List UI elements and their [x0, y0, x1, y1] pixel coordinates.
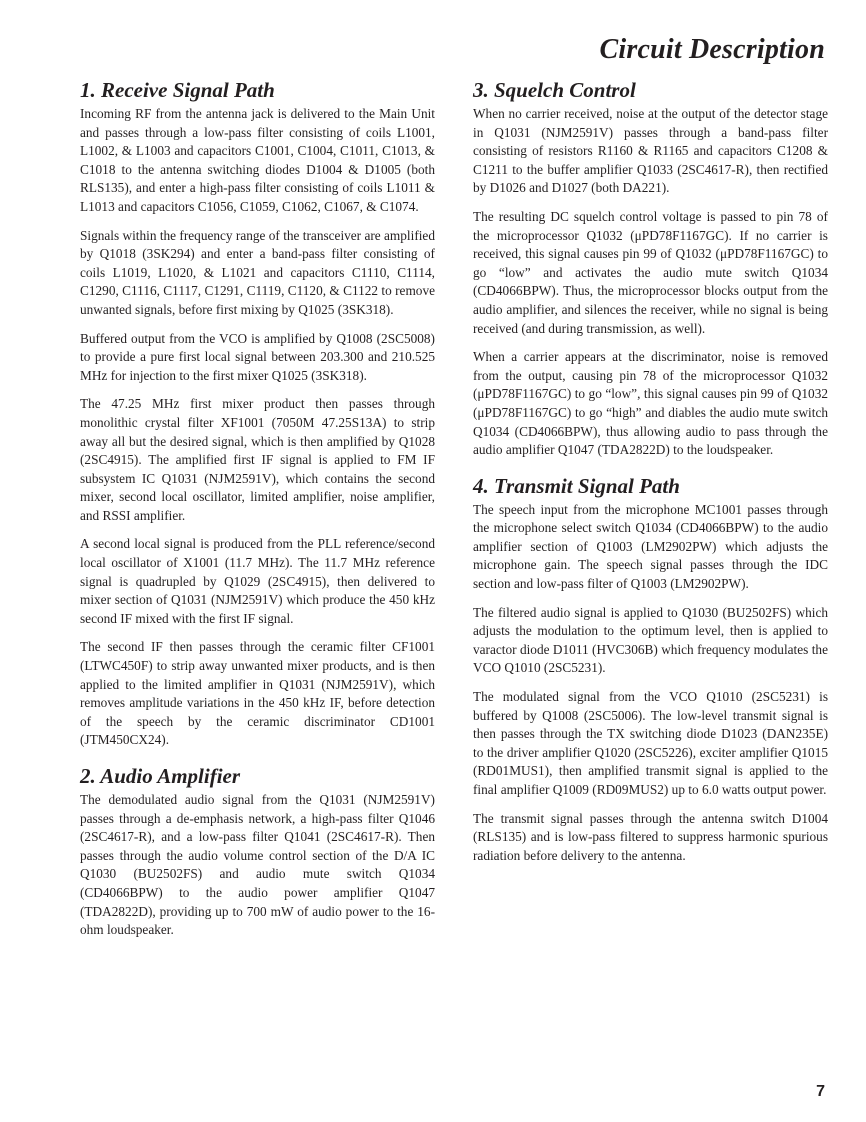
paragraph: The speech input from the microphone MC1001 passes through the microphone select switch Q1034 (CD4066BPW) to the audio amplifier section of Q1003 (LM2902PW) which adjusts the microphone gain. The speech signal passes through the IDC section and low-pass filter of Q1003 (LM2902PW). [473, 501, 828, 592]
paragraph: Incoming RF from the antenna jack is delivered to the Main Unit and passes through a low-pass filter consisting of coils L1001, L1002, & L1003 and capacitors C1001, C1004, C1011, C1013, & C1018 to the antenna switching diodes D1004 & D1005 (both RLS135), and enter a high-pass filter consisting of coils L1011 & L1013 and capacitors C1056, C1059, C1062, C1067, & C1074. [80, 106, 435, 214]
paragraph: The 47.25 MHz first mixer product then passes through monolithic crystal filter XF1001 (7050M 47.25S13A) to strip away all but the desired signal, which is then amplified by Q1028 (2SC4915). The amplified first IF signal is applied to FM IF subsystem IC Q1031 (NJM2591V), which contains the second mixer, second local oscillator, limited amplifier, noise amplifier, and RSSI amplifier. [80, 396, 435, 523]
paragraph: The filtered audio signal is applied to Q1030 (BU2502FS) which adjusts the modulation to the optimum level, then is applied to varactor diode D1011 (HVC306B) which frequency modulates the VCO Q1010 (2SC5231). [473, 604, 828, 676]
section-heading: 1. Receive Signal Path [80, 78, 275, 102]
left-column [80, 78, 435, 954]
section-heading: 4. Transmit Signal Path [473, 473, 680, 498]
paragraph: Buffered output from the VCO is amplified by Q1008 (2SC5008) to provide a pure first local signal between 203.300 and 210.525 MHz for injection to the first mixer Q1025 (3SK318). [80, 330, 435, 383]
paragraph: A second local signal is produced from the PLL reference/second local oscillator of X1001 (11.7 MHz). The 11.7 MHz reference signal is quadrupled by Q1029 (2SC4915), then delivered to mixer section of Q1031 (NJM2591V) which produce the 450 kHz second IF mixed with the first IF signal. [80, 536, 435, 626]
paragraph: The modulated signal from the VCO Q1010 (2SC5231) is buffered by Q1008 (2SC5006). The low-level transmit signal is then passes through the TX switching diode D1023 (DAN235E) to the driver amplifier Q1020 (2SC5226), exciter amplifier Q1015 (RD01MUS1), then amplified transmit signal is applied to the final amplifier Q1009 (RD09MUS2) up to 6.0 watts output power. [473, 689, 828, 797]
paragraph: The demodulated audio signal from the Q1031 (NJM2591V) passes through a de-emphasis network, a high-pass filter Q1046 (2SC4617-R), and a low-pass filter Q1041 (2SC4617-R). Then passes through the audio volume control section of the D/A IC Q1030 (BU2502FS) and audio mute switch Q1034 (CD4066BPW) to the audio power amplifier Q1047 (TDA2822D), providing up to 700 mW of audio power to the 16-ohm loudspeaker. [80, 792, 435, 938]
section-heading: 3. Squelch Control [473, 78, 636, 102]
section-audio-amplifier [80, 764, 435, 940]
right-column [473, 78, 828, 879]
section-squelch-control [473, 78, 828, 460]
section-transmit-signal-path [473, 474, 828, 866]
page-title: Circuit Description [599, 34, 825, 65]
paragraph: The second IF then passes through the ceramic filter CF1001 (LTWC450F) to strip away unwanted mixer products, and is then applied to the limited amplifier in Q1031 (NJM2591V), which removes amplitude variations in the 450 kHz IF, before detection of the speech by the ceramic discriminator CD1001 (JTM450CX24). [80, 639, 435, 748]
section-receive-signal-path [80, 78, 435, 750]
page-number: 7 [816, 1083, 825, 1100]
paragraph: When no carrier received, noise at the output of the detector stage in Q1031 (NJM2591V) passes through a band-pass filter consisting of resistors R1160 & R1165 and capacitors C1208 & C1211 to the buffer amplifier Q1033 (2SC4617-R), then rectified by D1026 and D1027 (both DA221). [473, 106, 828, 196]
paragraph: Signals within the frequency range of the transceiver are amplified by Q1018 (3SK294) and enter a band-pass filter consisting of coils L1019, L1020, & L1021 and capacitors C1110, C1114, C1290, C1116, C1117, C1291, C1119, C1120, & C1122 to remove unwanted signals, before first mixing by Q1025 (3SK318). [80, 227, 435, 317]
section-heading: 2. Audio Amplifier [80, 764, 241, 788]
paragraph: When a carrier appears at the discriminator, noise is removed from the output, causing pin 78 of the microprocessor Q1032 (μPD78F1167GC) to go “low”, this signal causes pin 99 of Q1032 (μPD78F1167GC) to go “high” and diables the audio mute switch Q1034 (CD4066BPW), thus allowing audio to pass through the audio amplifier Q1047 (TDA2822D) to the loudspeaker. [473, 349, 828, 458]
paragraph: The resulting DC squelch control voltage is passed to pin 78 of the microprocessor Q1032 (μPD78F1167GC). If no carrier is received, this signal causes pin 99 of Q1032 (μPD78F1167GC) to go “low” and activates the audio mute switch Q1034 (CD4066BPW). Thus, the microprocessor blocks output from the audio amplifier, and silences the receiver, while no signal is being received (and during transmission, as well). [473, 208, 828, 336]
paragraph: The transmit signal passes through the antenna switch D1004 (RLS135) and is low-pass filtered to suppress harmonic spurious radiation before delivery to the antenna. [473, 810, 828, 863]
